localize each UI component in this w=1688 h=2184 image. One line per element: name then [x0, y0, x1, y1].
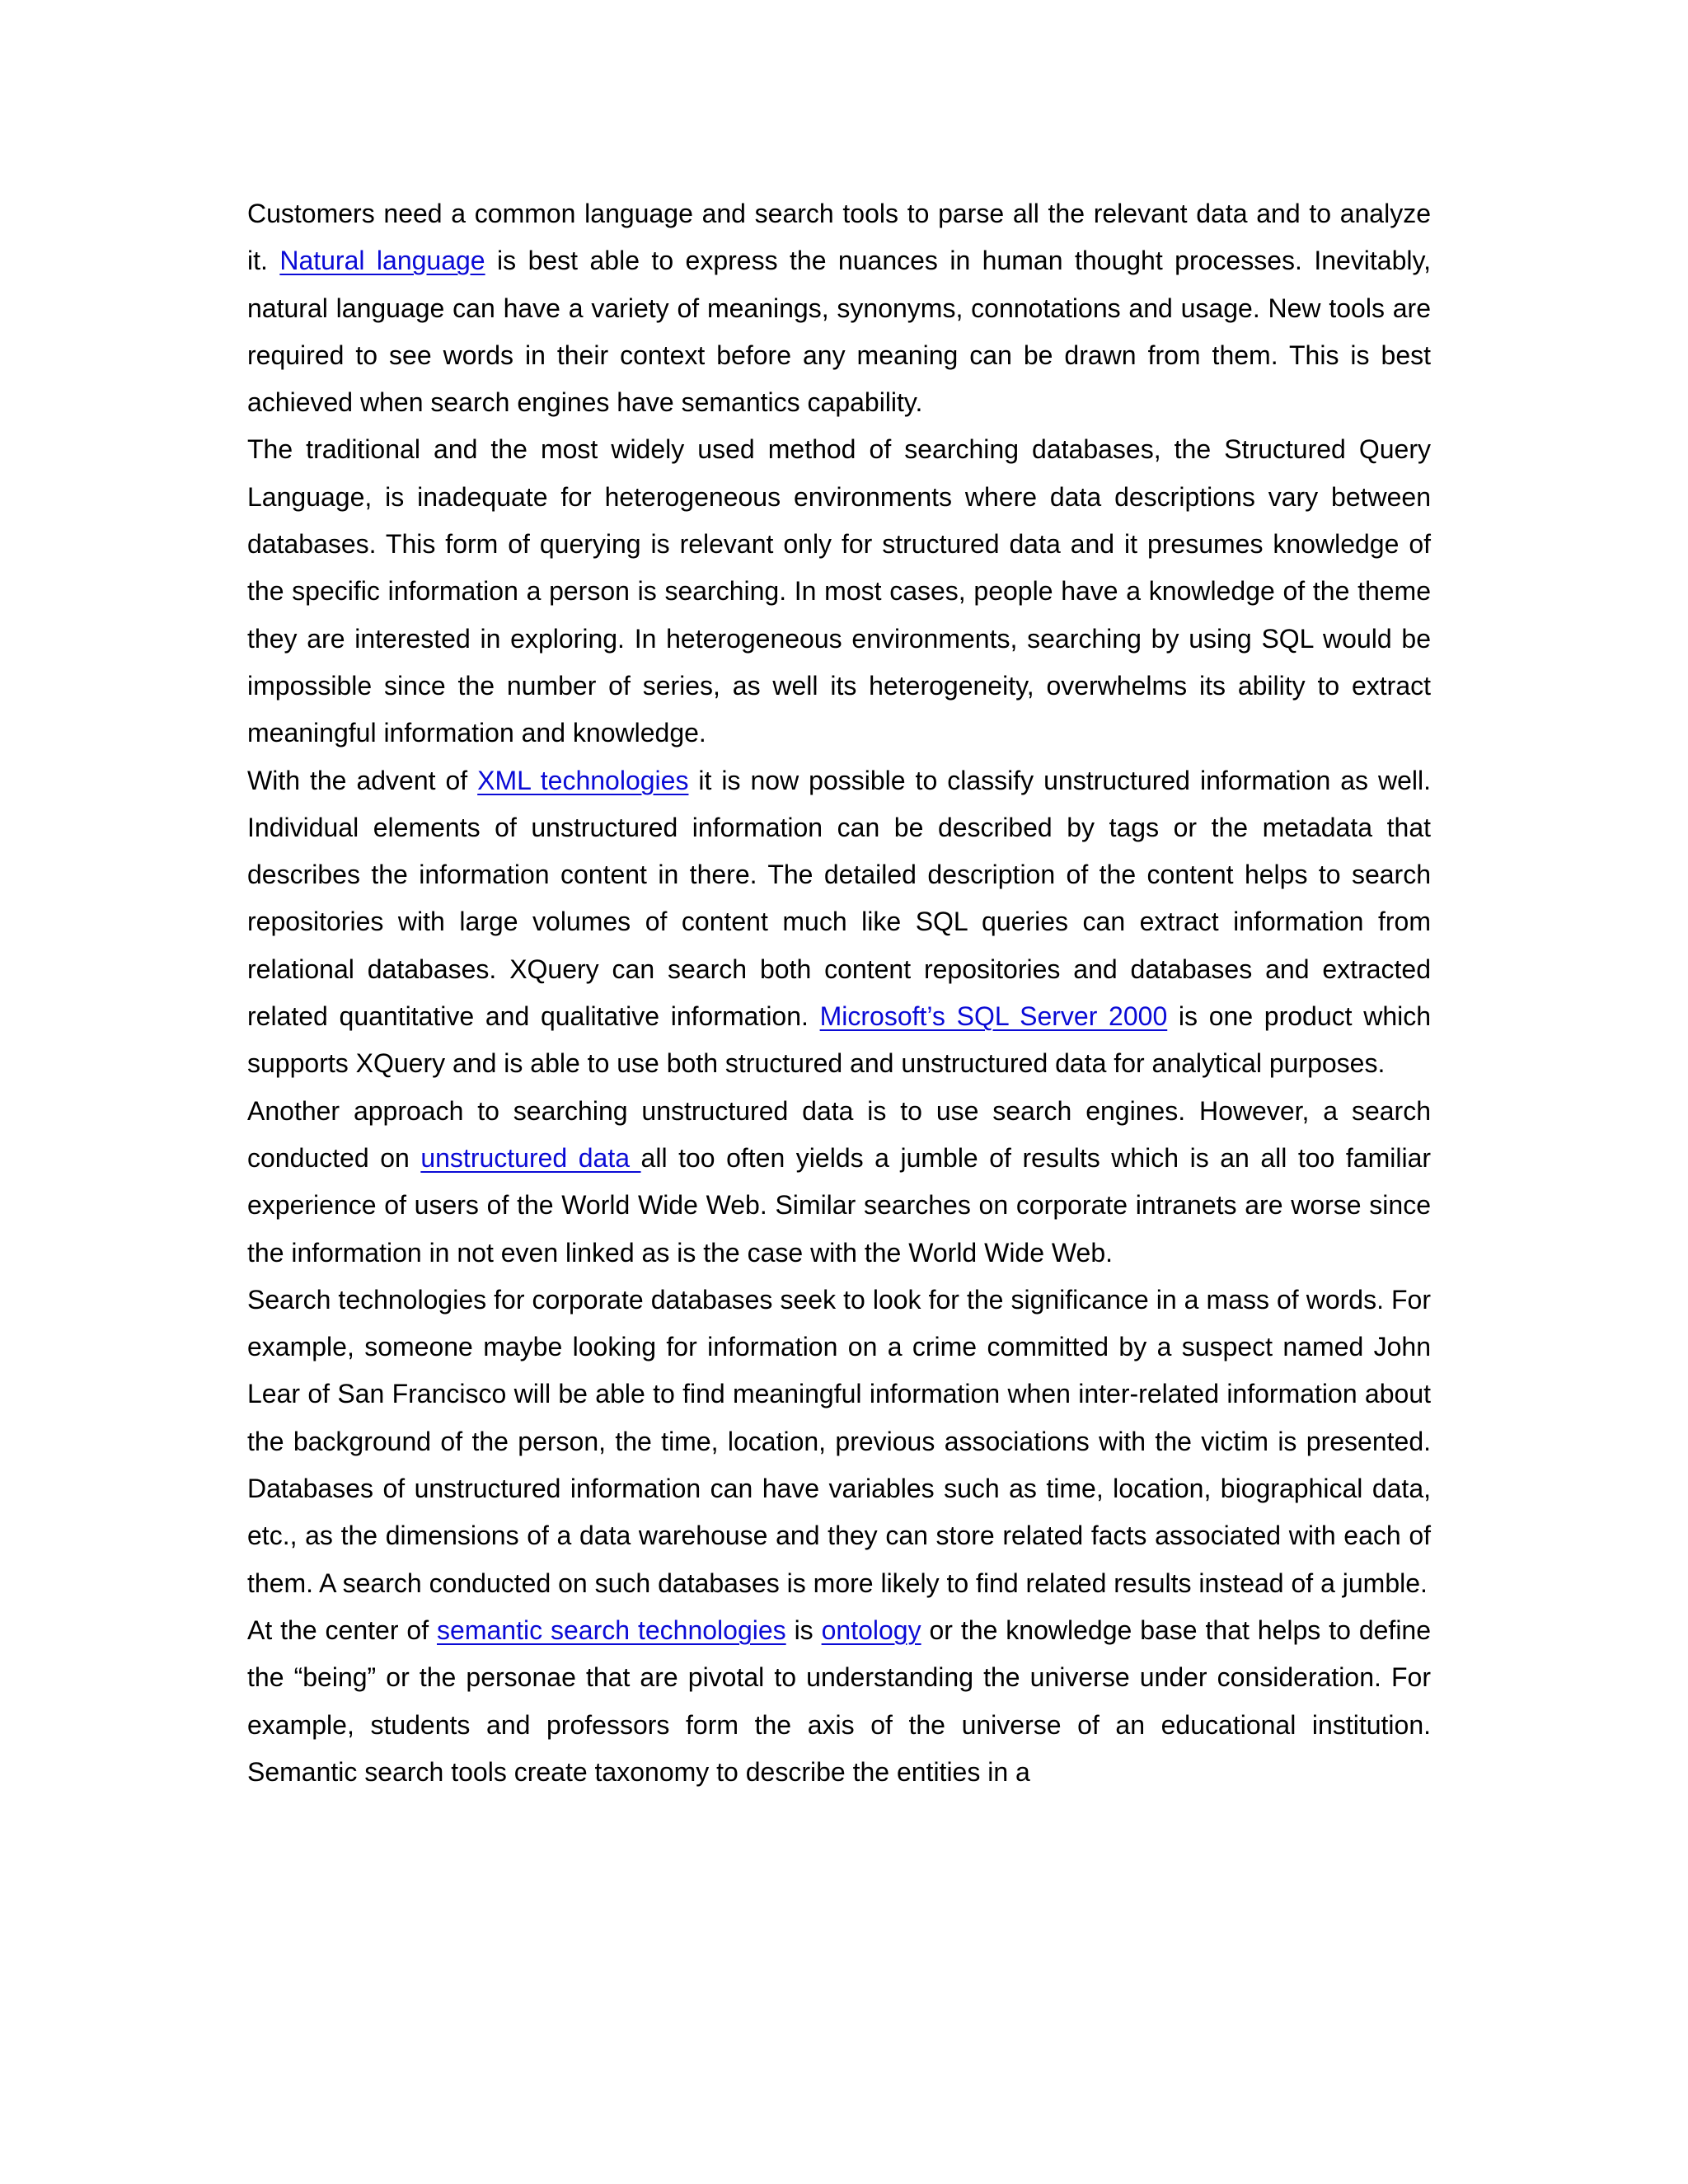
- paragraph-corporate-search: [247, 1277, 1431, 1607]
- document-body: [247, 190, 1431, 1796]
- body-text: it is now possible to classify unstructured information as well. Individual elements of unstructured information can be described by tags or the metadata that describes the information content in there. The detailed description of the content helps to search repositories with large volumes of content much like SQL queries can extract information from relational databases. XQuery can search both content repositories and databases and extracted related quantitative and qualitative information.: [247, 765, 1432, 1032]
- unstructured-data-link[interactable]: unstructured data: [420, 1142, 641, 1173]
- body-text: is one product which supports XQuery and is able to use both structured and unstructured data for analytical purposes.: [247, 1001, 1432, 1079]
- natural-language-link[interactable]: Natural language: [279, 246, 485, 276]
- sql-server-2000-link[interactable]: Microsoft’s SQL Server 2000: [819, 1001, 1168, 1032]
- body-text: all too often yields a jumble of results which is an all too familiar experience of users of the World Wide Web. Similar searches on corporate intranets are worse since the information in not even linked as is the case with the World Wide Web.: [247, 1142, 1432, 1268]
- body-text: Customers need a common language and search tools to parse all the relevant data and to analyze it.: [247, 199, 1431, 276]
- body-text: or the knowledge base that helps to define the “being” or the personae that are pivotal to understanding the universe under consideration. For example, students and professors form the axis of the universe of an educational institution. Semantic search tools create taxonomy to describe the entities in a: [247, 1615, 1432, 1787]
- paragraph-ontology: [247, 1607, 1431, 1796]
- body-text: Search technologies for corporate databases seek to look for the significance in a mass of words. For example, someone maybe looking for information on a crime committed by a suspect named John Lear of San Francisco will be able to find meaningful information when inter-related information about the background of the person, the time, location, previous associations with the victim is presented. Databases of unstructured information can have variables such as time, location, biographical data, etc., as the dimensions of a data warehouse and they can store related facts associated with each of them. A search conducted on such databases is more likely to find related results instead of a jumble.: [247, 1284, 1431, 1598]
- paragraph-xml: [247, 757, 1431, 1088]
- paragraph-natural-language: [247, 190, 1431, 426]
- body-text: The traditional and the most widely used method of searching databases, the Structured Query Language, is inadequate for heterogeneous environments where data descriptions vary between databases. This form of querying is relevant only for structured data and it presumes knowledge of the specific information a person is searching. In most cases, people have a knowledge of the theme they are interested in exploring. In heterogeneous environments, searching by using SQL would be impossible since the number of series, as well its heterogeneity, overwhelms its ability to extract meaningful information and knowledge.: [247, 434, 1431, 748]
- body-text: is: [785, 1615, 822, 1645]
- body-text: Another approach to searching unstructured data is to use search engines. However, a search conducted on: [247, 1095, 1431, 1173]
- body-text: is best able to express the nuances in human thought processes. Inevitably, natural language can have a variety of meanings, synonyms, connotations and usage. New tools are required to see words in their context before any meaning can be drawn from them. This is best achieved when search engines have semantics capability.: [247, 246, 1432, 418]
- body-text: At the center of: [247, 1615, 438, 1645]
- semantic-search-technologies-link[interactable]: semantic search technologies: [437, 1615, 786, 1645]
- body-text: With the advent of: [247, 765, 478, 795]
- xml-technologies-link[interactable]: XML technologies: [477, 765, 689, 795]
- paragraph-sql: [247, 426, 1431, 757]
- paragraph-search-engines: [247, 1088, 1431, 1277]
- ontology-link[interactable]: ontology: [821, 1615, 921, 1645]
